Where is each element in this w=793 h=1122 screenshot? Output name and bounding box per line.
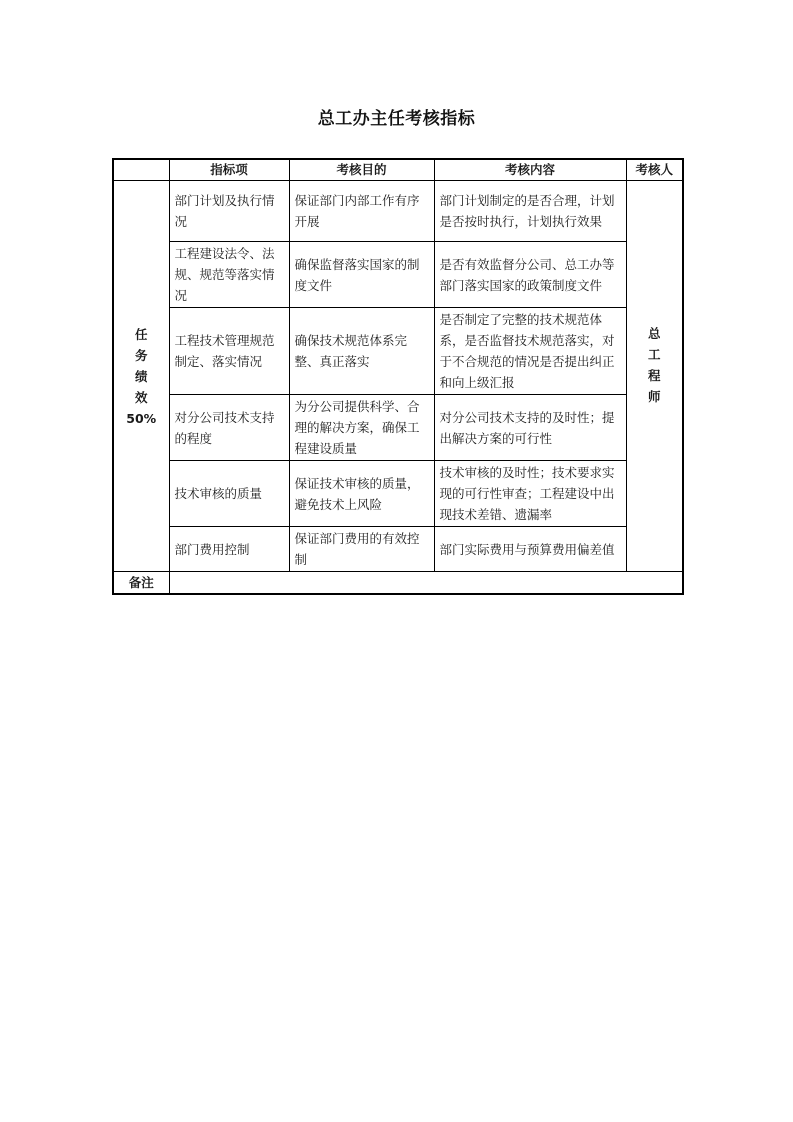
category-char: 任 <box>134 326 148 342</box>
goal-cell: 保证部门内部工作有序开展 <box>289 181 434 242</box>
header-category <box>113 159 169 181</box>
category-weight: 50% <box>126 410 157 426</box>
indicator-cell: 部门计划及执行情况 <box>169 181 289 242</box>
indicator-cell: 对分公司技术支持的程度 <box>169 395 289 461</box>
header-content: 考核内容 <box>434 159 626 181</box>
indicator-cell: 技术审核的质量 <box>169 461 289 527</box>
table-header-row <box>113 159 683 181</box>
indicator-cell: 部门费用控制 <box>169 527 289 572</box>
goal-cell: 确保监督落实国家的制度文件 <box>289 242 434 308</box>
table-row <box>113 527 683 572</box>
category-char: 绩 <box>134 368 148 384</box>
content-cell: 部门计划制定的是否合理，计划是否按时执行，计划执行效果 <box>434 181 626 242</box>
note-value <box>169 572 683 595</box>
goal-cell: 保证技术审核的质量，避免技术上风险 <box>289 461 434 527</box>
note-label: 备注 <box>113 572 169 595</box>
goal-cell: 为分公司提供科学、合理的解决方案，确保工程建设质量 <box>289 395 434 461</box>
header-goal: 考核目的 <box>289 159 434 181</box>
header-reviewer: 考核人 <box>626 159 683 181</box>
content-cell: 是否制定了完整的技术规范体系，是否监督技术规范落实，对于不合规范的情况是否提出纠正和向上级汇报 <box>434 308 626 395</box>
note-row <box>113 572 683 595</box>
content-cell: 是否有效监督分公司、总工办等部门落实国家的政策制度文件 <box>434 242 626 308</box>
table-row <box>113 308 683 395</box>
table-row <box>113 395 683 461</box>
goal-cell: 保证部门费用的有效控制 <box>289 527 434 572</box>
page-title: 总工办主任考核指标 <box>317 109 476 129</box>
kpi-table <box>112 158 684 595</box>
goal-cell: 确保技术规范体系完整、真正落实 <box>289 308 434 395</box>
content-cell: 技术审核的及时性；技术要求实现的可行性审查；工程建设中出现技术差错、遗漏率 <box>434 461 626 527</box>
category-char: 效 <box>134 389 148 405</box>
indicator-cell: 工程技术管理规范制定、落实情况 <box>169 308 289 395</box>
reviewer-char: 程 <box>647 368 661 383</box>
indicator-cell: 工程建设法令、法规、规范等落实情况 <box>169 242 289 308</box>
category-cell <box>113 181 169 572</box>
content-cell: 部门实际费用与预算费用偏差值 <box>434 527 626 572</box>
header-indicator: 指标项 <box>169 159 289 181</box>
reviewer-char: 总 <box>647 326 661 341</box>
reviewer-cell <box>626 181 683 572</box>
table-row <box>113 461 683 527</box>
category-char: 务 <box>134 347 148 363</box>
content-cell: 对分公司技术支持的及时性；提出解决方案的可行性 <box>434 395 626 461</box>
reviewer-char: 工 <box>647 347 661 362</box>
reviewer-char: 师 <box>647 389 661 404</box>
table-row <box>113 242 683 308</box>
table-row <box>113 181 683 242</box>
